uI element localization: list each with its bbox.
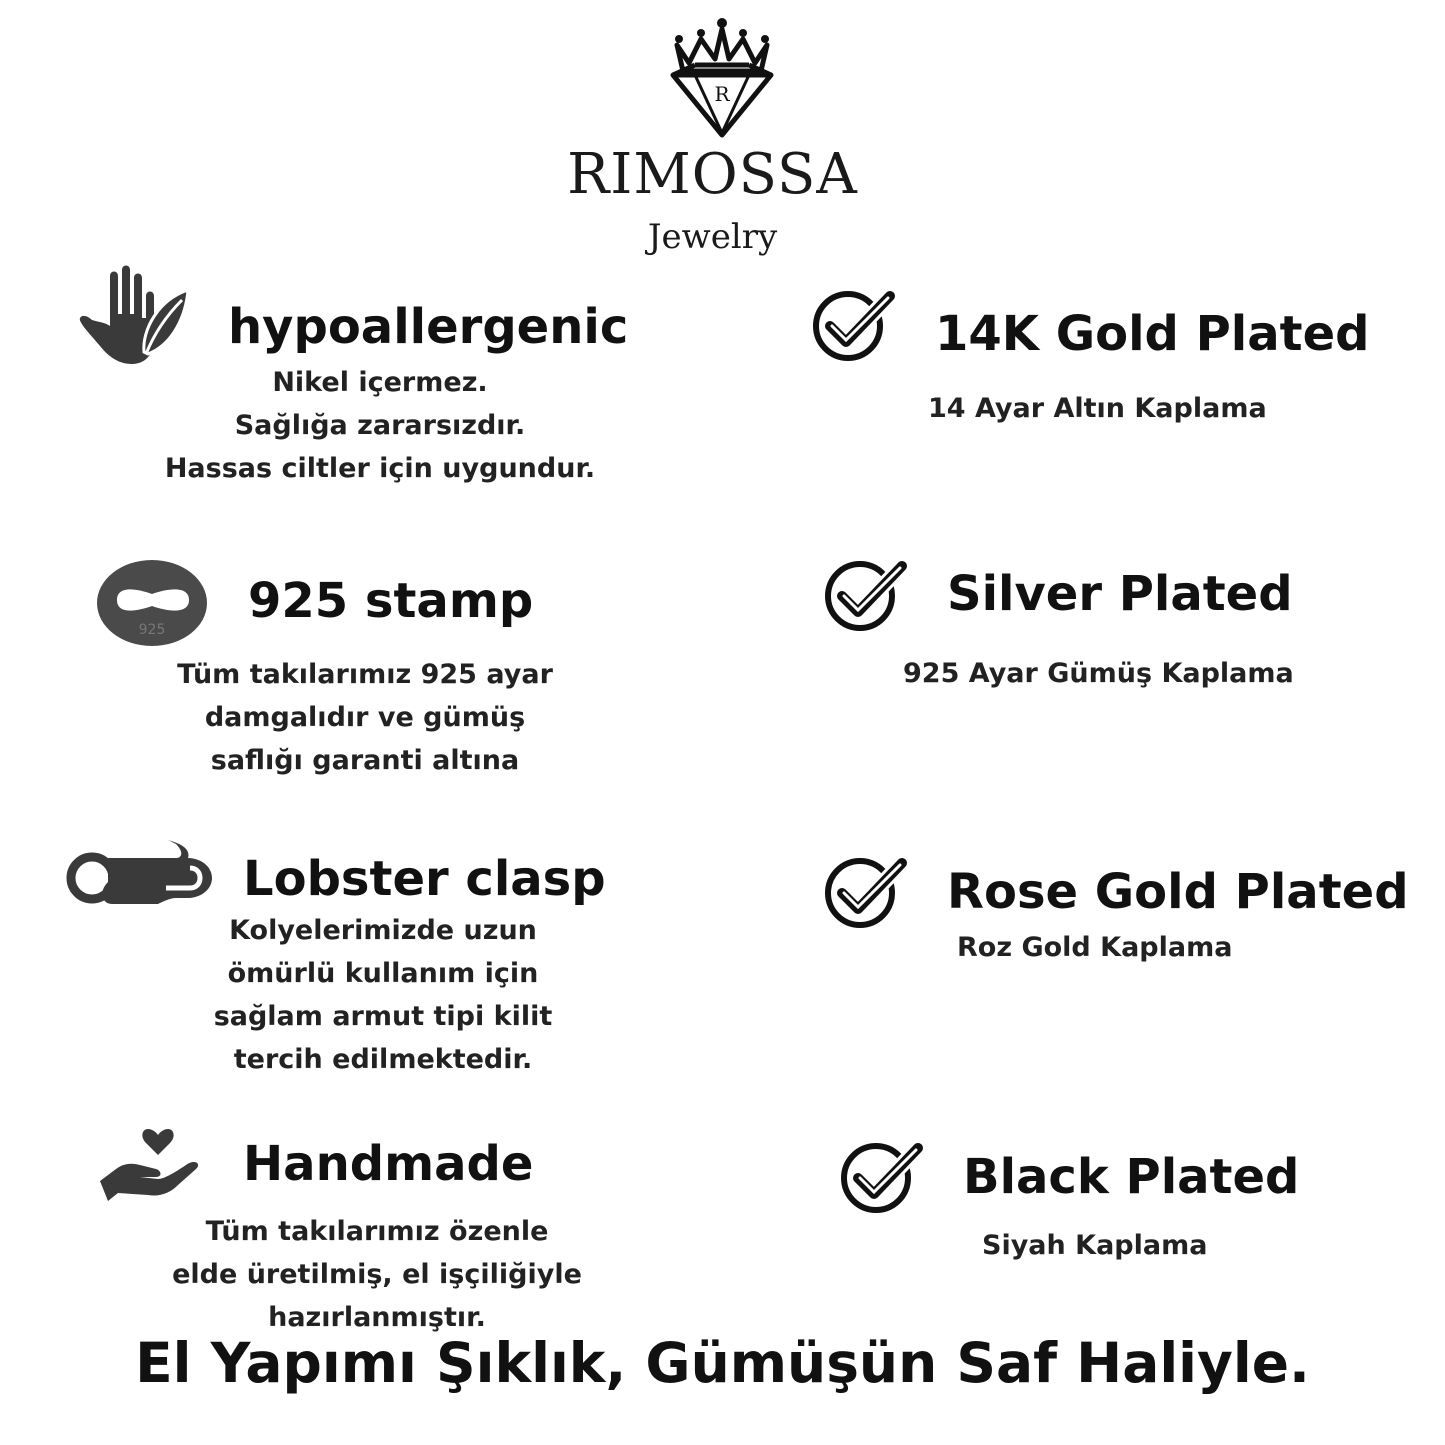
- description-line: Tüm takılarımız 925 ayar: [177, 659, 553, 690]
- description-line: Tüm takılarımız özenle: [205, 1216, 549, 1247]
- feature-title: Handmade: [243, 1136, 534, 1192]
- check-circle-icon: [824, 558, 909, 633]
- feature-925-stamp: [0, 555, 700, 795]
- feature-description: [130, 361, 630, 490]
- plating-title: Silver Plated: [947, 566, 1293, 622]
- brand-subtitle: Jewelry: [647, 217, 778, 257]
- description-line: damgalıdır ve gümüş: [204, 702, 526, 733]
- plating-subtitle: 925 Ayar Gümüş Kaplama: [903, 658, 1294, 689]
- description-line: Kolyelerimizde uzun: [229, 915, 537, 946]
- logo-initial: R: [714, 82, 730, 106]
- plating-rose-gold: [800, 855, 1440, 985]
- feature-title: 925 stamp: [248, 573, 534, 629]
- plating-14k-gold: [800, 285, 1400, 435]
- feature-title: Lobster clasp: [243, 851, 606, 907]
- heart-hand-icon: [98, 1125, 206, 1205]
- plating-silver: [800, 555, 1400, 705]
- stamp-925-icon: [95, 558, 210, 648]
- feature-description: [133, 909, 633, 1081]
- description-line: sağlam armut tipi kilit: [213, 1001, 553, 1032]
- plating-title: Black Plated: [963, 1149, 1300, 1205]
- crown-diamond-logo-icon: [665, 15, 780, 140]
- check-circle-icon: [812, 288, 897, 363]
- description-line: saflığı garanti altına: [210, 745, 520, 776]
- description-line: Hassas ciltler için uygundur.: [164, 453, 596, 484]
- plating-subtitle: Siyah Kaplama: [982, 1230, 1208, 1261]
- lobster-clasp-icon: [66, 838, 216, 913]
- plating-title: 14K Gold Plated: [935, 306, 1370, 362]
- plating-subtitle: 14 Ayar Altın Kaplama: [928, 393, 1267, 424]
- feature-title: hypoallergenic: [228, 299, 629, 355]
- feature-description: [127, 1210, 627, 1339]
- description-line: tercih edilmektedir.: [233, 1044, 533, 1075]
- brand-name: RIMOSSA: [567, 142, 858, 207]
- hand-feather-icon: [78, 260, 190, 370]
- feature-lobster-clasp: [0, 835, 700, 1085]
- plating-subtitle: Roz Gold Kaplama: [957, 932, 1233, 963]
- plating-title: Rose Gold Plated: [947, 864, 1409, 920]
- footer-slogan: El Yapımı Şıklık, Gümüşün Saf Haliyle.: [135, 1331, 1310, 1395]
- feature-handmade: [0, 1120, 700, 1340]
- check-circle-icon: [824, 855, 909, 930]
- description-line: Nikel içermez.: [272, 367, 488, 398]
- description-line: Sağlığa zararsızdır.: [234, 410, 526, 441]
- description-line: ömürlü kullanım için: [227, 958, 539, 989]
- description-line: elde üretilmiş, el işçiliğiyle: [172, 1259, 582, 1290]
- feature-hypoallergenic: [0, 255, 700, 505]
- check-circle-icon: [840, 1140, 925, 1215]
- brand-logo: [560, 15, 885, 255]
- plating-black: [800, 1140, 1400, 1280]
- stamp-text: 925: [138, 622, 166, 638]
- feature-description: [115, 653, 615, 782]
- description-line: hazırlanmıştır.: [268, 1302, 486, 1333]
